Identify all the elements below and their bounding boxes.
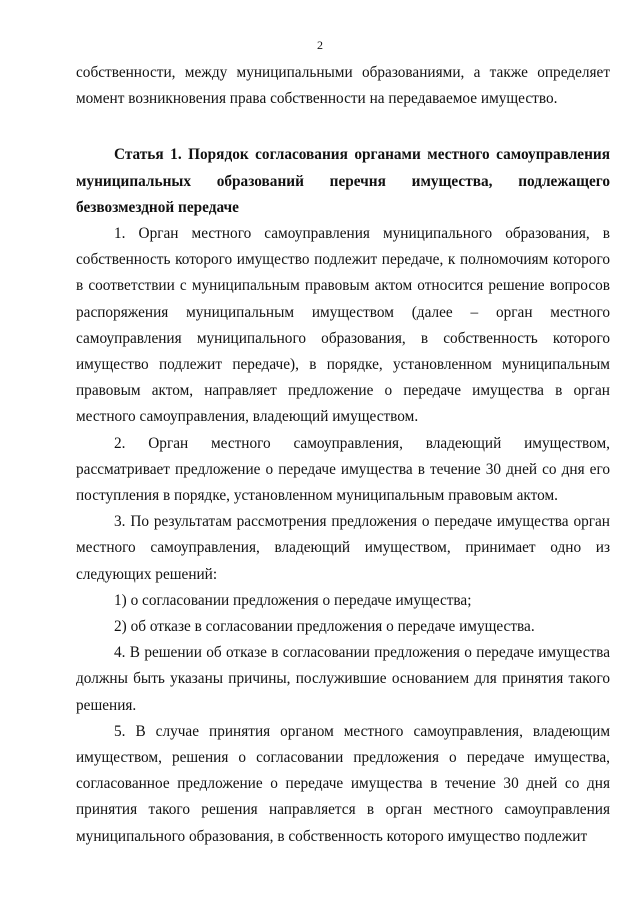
continuation-paragraph: собственности, между муниципальными образованиями, а также определяет момент возникновения права собственности на передаваемое имущество. (76, 64, 610, 108)
list-item-1: 1) о согласовании предложения о передаче имущества; (114, 591, 472, 609)
paragraph-4: 4. В решении об отказе в согласовании предложения о передаче имущества должны быть указаны причины, послужившие основанием для принятия такого решения. (76, 644, 610, 714)
paragraph-2: 2. Орган местного самоуправления, владеющий имуществом, рассматривает предложение о передаче имущества в течение 30 дней со дня его поступления в порядке, установленном муниципальным правовым актом. (76, 434, 610, 505)
paragraph-5: 5. В случае принятия органом местного самоуправления, владеющим имуществом, решения о согласовании предложения о передаче имущества, согласованное предложение о передаче имущества в течение 30 дней со дня принятия такого решения направляется в орган местного самоуправления муниципального образования, в собственность которого имущество подлежит (76, 722, 610, 845)
document-body (76, 60, 610, 850)
page-number: 2 (317, 38, 323, 52)
paragraph-3: 3. По результатам рассмотрения предложения о передаче имущества орган местного самоуправления, владеющий имуществом, принимает одно из следующих решений: (76, 513, 610, 583)
article-heading: Статья 1. Порядок согласования органами местного самоуправления муниципальных образований перечня имущества, подлежащего безвозмездной передаче (76, 146, 610, 216)
paragraph-1: 1. Орган местного самоуправления муниципального образования, в собственность которого имущество подлежит передаче, к полномочиям которого в соответствии с муниципальным правовым актом относится решение вопросов распоряжения муниципальным имуществом (далее – орган местного самоуправления муниципального образования, в собственность которого имущество подлежит передаче), в порядке, установленном муниципальным правовым актом, направляет предложение о передаче имущества в орган местного самоуправления, владеющий имуществом. (76, 225, 610, 426)
list-item-2: 2) об отказе в согласовании предложения о передаче имущества. (114, 618, 535, 636)
